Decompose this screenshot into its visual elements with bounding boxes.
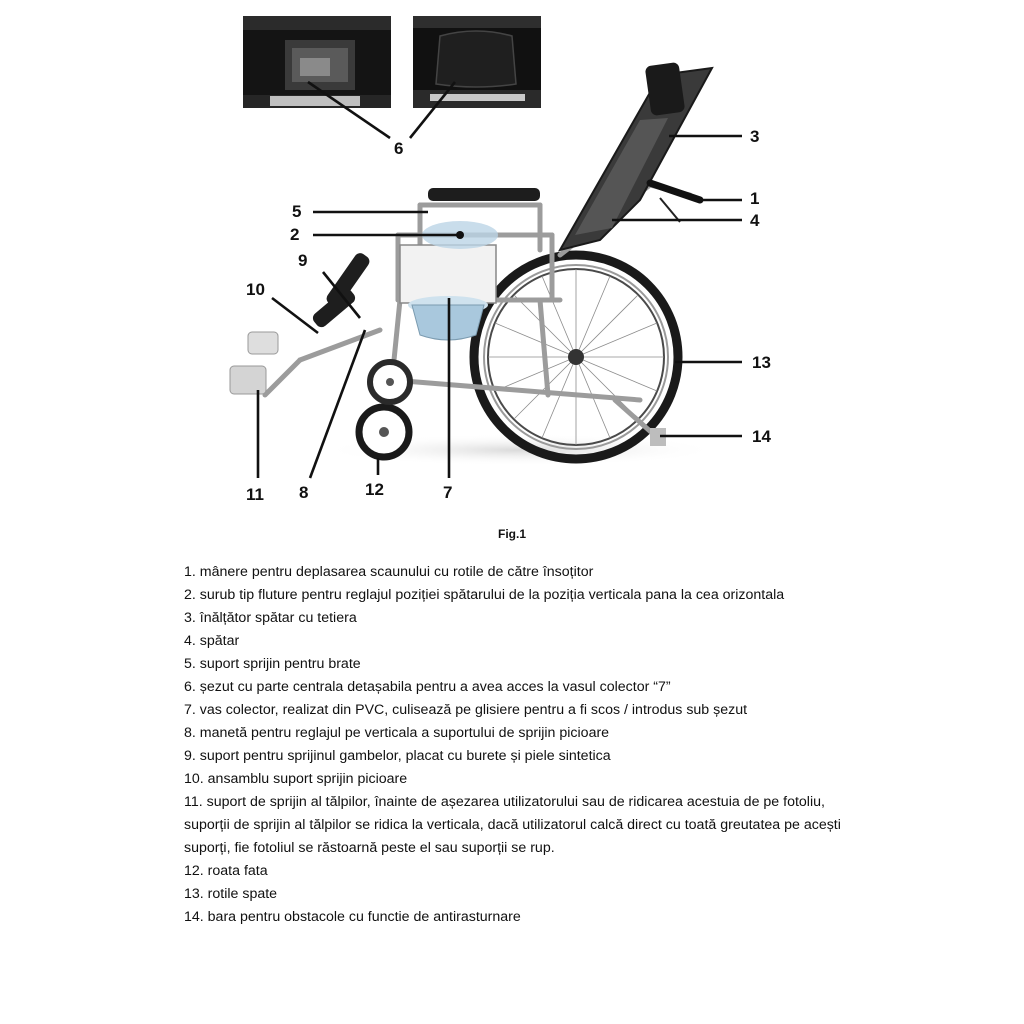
front-wheel: [359, 362, 410, 457]
leg-rest: [310, 251, 371, 330]
legend-item: 13. rotile spate: [184, 886, 278, 902]
figure-caption-container: [0, 527, 1024, 541]
callout-4: 4: [750, 211, 760, 230]
legend-item: 9. suport pentru sprijinul gambelor, placat cu burete și piele sintetica: [184, 748, 611, 764]
callout-8: 8: [299, 483, 309, 502]
callout-6: 6: [394, 139, 404, 158]
legend-item: 7. vas colector, realizat din PVC, culisează pe glisiere pentru a fi scos / introdus sub șezut: [184, 702, 748, 718]
legend-item: 10. ansamblu suport sprijin picioare: [184, 771, 408, 787]
legend-item: 14. bara pentru obstacole cu functie de antirasturnare: [184, 909, 521, 925]
callout-13: 13: [752, 353, 771, 372]
callout-7: 7: [443, 483, 453, 502]
headrest: [645, 62, 686, 116]
backrest: [560, 68, 712, 250]
callout-1: 1: [750, 189, 760, 208]
callout-10: 10: [246, 280, 265, 299]
figure-caption: Fig.1: [497, 527, 526, 541]
callout-12: 12: [365, 480, 384, 499]
inset-photo-seat-removed: [243, 16, 391, 108]
callout-5: 5: [292, 202, 302, 221]
legend-item: 4. spătar: [184, 633, 240, 649]
legend-item: 1. mânere pentru deplasarea scaunului cu rotile de către însoțitor: [184, 564, 594, 580]
parts-legend: [184, 561, 844, 929]
side-panel: [400, 245, 496, 303]
legend-item: 8. manetă pentru reglajul pe verticala a suportului de sprijin picioare: [184, 725, 610, 741]
push-handle: [650, 183, 700, 200]
callout-14: 14: [752, 427, 771, 446]
brake-lever: [660, 198, 680, 222]
legend-item: 11. suport de sprijin al tălpilor, înainte de așezarea utilizatorului sau de ridicarea acestuia de pe fotoliu, suporții de sprijin al tălpilor se ridica la verticala, dacă utilizatorul calcă direct cu toată greutatea pe acești suporți, fie fotoliul se răstoarnă peste el sau suporții se rup.: [184, 794, 841, 856]
legend-item: 12. roata fata: [184, 863, 268, 879]
callout-11: 11: [246, 485, 264, 504]
callout-3: 3: [750, 127, 760, 146]
legend-item: 3. înălțător spătar cu tetiera: [184, 610, 357, 626]
inset-photo-seat-closed: [413, 16, 541, 108]
foot-plate-lower: [230, 366, 266, 394]
legend-item: 6. șezut cu parte centrala detașabila pentru a avea acces la vasul colector “7”: [184, 679, 671, 695]
legend-item: 2. surub tip fluture pentru reglajul poziției spătarului de la poziția verticala pana la cea orizontala: [184, 587, 785, 603]
armrest: [428, 188, 540, 201]
callout-9: 9: [298, 251, 308, 270]
wing-screw-dot: [456, 231, 464, 239]
foot-plate-upper: [248, 332, 278, 354]
legend-item: 5. suport sprijin pentru brate: [184, 656, 361, 672]
callout-2: 2: [290, 225, 300, 244]
